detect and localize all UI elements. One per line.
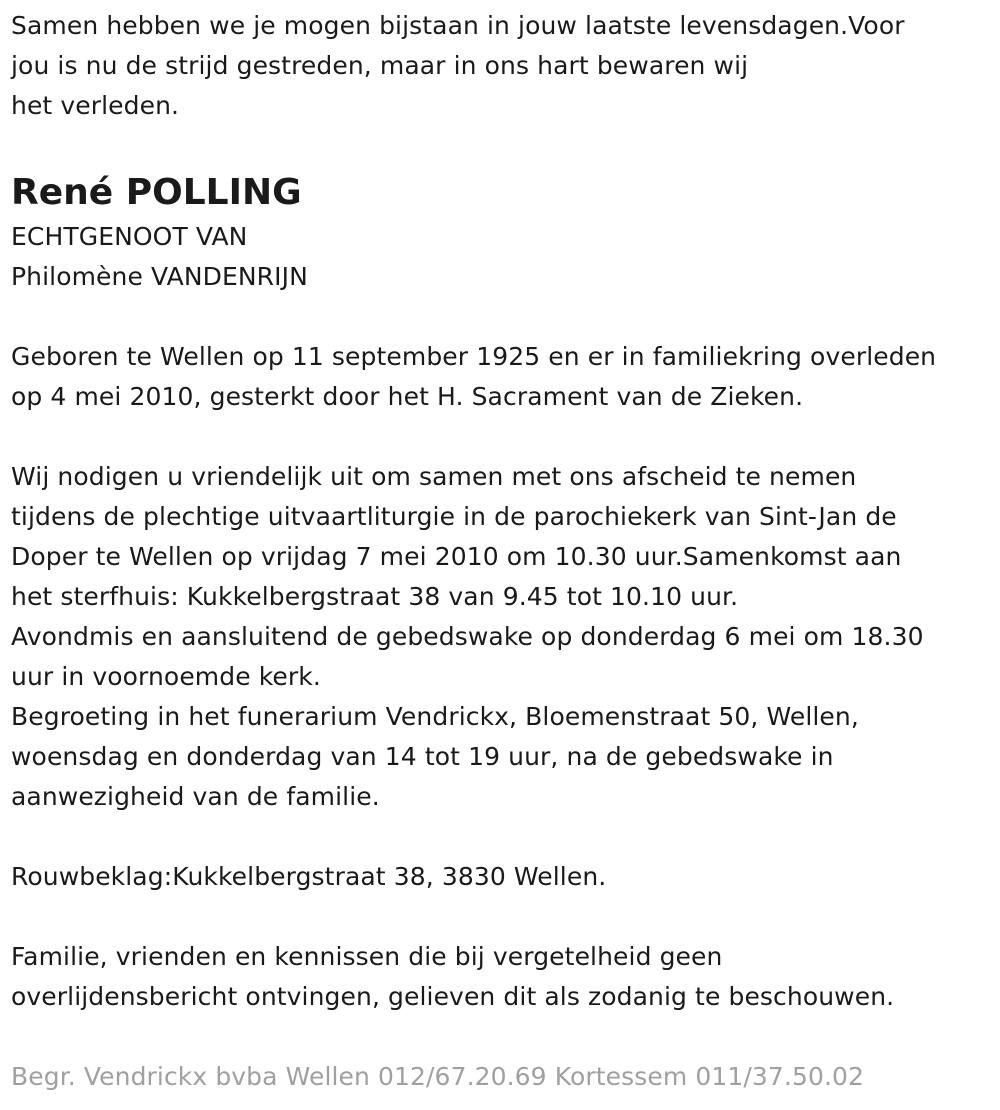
spacer <box>11 297 991 337</box>
intro-poem <box>11 6 991 126</box>
intro-line: jou is nu de strijd gestreden, maar in ons hart bewaren wij <box>11 51 749 80</box>
ceremony-paragraph <box>11 457 991 817</box>
paragraph-line: aanwezigheid van de familie. <box>11 782 380 811</box>
condolence-address: Rouwbeklag:Kukkelbergstraat 38, 3830 Wellen. <box>11 862 607 891</box>
intro-line: Samen hebben we je mogen bijstaan in jouw laatste levensdagen.Voor <box>11 11 905 40</box>
paragraph-line: tijdens de plechtige uitvaartliturgie in de parochiekerk van Sint-Jan de <box>11 502 897 531</box>
paragraph-line: uur in voornoemde kerk. <box>11 662 321 691</box>
funeral-director-footer: Begr. Vendrickx bvba Wellen 012/67.20.69 Kortessem 011/37.50.02 <box>11 1062 865 1091</box>
spacer <box>11 897 991 937</box>
deceased-name: René POLLING <box>11 172 302 213</box>
notice-paragraph <box>11 937 991 1017</box>
intro-line: het verleden. <box>11 91 180 120</box>
spacer <box>11 1017 991 1057</box>
paragraph-line: Familie, vrienden en kennissen die bij vergetelheid geen <box>11 942 723 971</box>
relation-label: ECHTGENOOT VAN <box>11 222 248 251</box>
spacer <box>11 817 991 857</box>
spacer <box>11 417 991 457</box>
paragraph-line: Geboren te Wellen op 11 september 1925 en er in familiekring overleden <box>11 342 937 371</box>
paragraph-line: Begroeting in het funerarium Vendrickx, Bloemenstraat 50, Wellen, <box>11 702 859 731</box>
paragraph-line: Wij nodigen u vriendelijk uit om samen met ons afscheid te nemen <box>11 462 857 491</box>
paragraph-line: Avondmis en aansluitend de gebedswake op donderdag 6 mei om 18.30 <box>11 622 924 651</box>
paragraph-line: het sterfhuis: Kukkelbergstraat 38 van 9.45 tot 10.10 uur. <box>11 582 739 611</box>
paragraph-line: woensdag en donderdag van 14 tot 19 uur, na de gebedswake in <box>11 742 834 771</box>
paragraph-line: op 4 mei 2010, gesterkt door het H. Sacrament van de Zieken. <box>11 382 804 411</box>
birth-death-paragraph <box>11 337 991 417</box>
spouse-name: Philomène VANDENRIJN <box>11 262 308 291</box>
deceased-block <box>11 167 991 297</box>
paragraph-line: Doper te Wellen op vrijdag 7 mei 2010 om 10.30 uur.Samenkomst aan <box>11 542 902 571</box>
paragraph-line: overlijdensbericht ontvingen, gelieven dit als zodanig te beschouwen. <box>11 982 895 1011</box>
obituary-document <box>11 6 991 1097</box>
